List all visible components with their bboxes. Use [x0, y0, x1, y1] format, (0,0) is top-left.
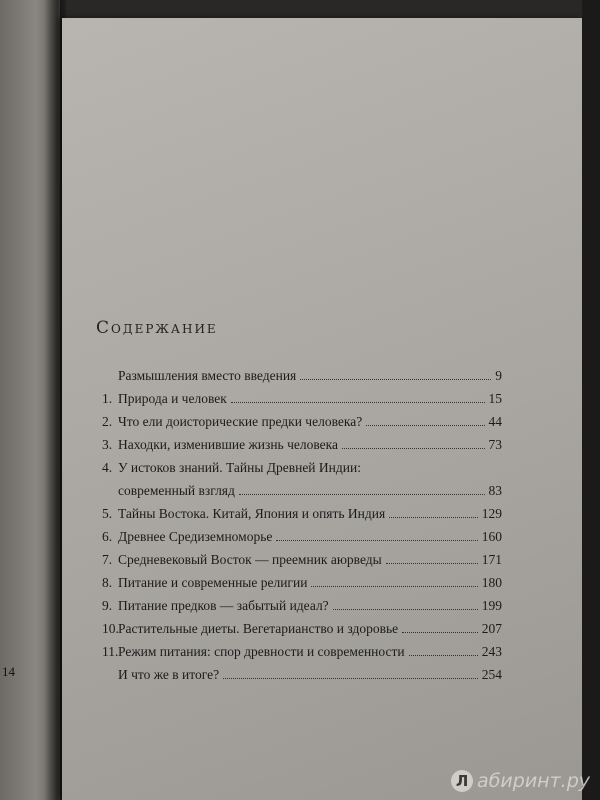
toc-entry-number: 10.: [102, 621, 119, 636]
toc-entry-number: 7.: [102, 552, 113, 567]
toc-entry: [102, 575, 502, 598]
dot-leader: [276, 530, 477, 541]
table-of-contents: [102, 368, 502, 690]
dot-leader: [409, 645, 478, 656]
dot-leader: [389, 507, 478, 518]
toc-entry: [102, 667, 502, 690]
toc-entry: [102, 414, 502, 437]
toc-entry-page: 73: [488, 437, 502, 452]
toc-entry-number: 4.: [102, 460, 113, 475]
toc-entry-page: 171: [481, 552, 502, 567]
toc-entry: [102, 644, 502, 667]
dot-leader: [333, 599, 478, 610]
toc-entry-number: 5.: [102, 506, 113, 521]
labirint-logo-icon: Л: [451, 770, 473, 792]
toc-entry-page: 207: [481, 621, 502, 636]
toc-entry-page: 15: [488, 391, 502, 406]
toc-entry-page: 83: [488, 483, 502, 498]
toc-entry: [102, 529, 502, 552]
toc-entry: [102, 391, 502, 414]
toc-entry-continuation: [102, 483, 502, 506]
toc-entry: [102, 598, 502, 621]
right-edge-shadow: [582, 0, 600, 800]
toc-entry-title: У истоков знаний. Тайны Древней Индии:: [118, 460, 361, 475]
dot-leader: [342, 438, 485, 449]
dot-leader: [239, 484, 485, 495]
toc-entry-number: 2.: [102, 414, 113, 429]
toc-entry-title: Что ели доисторические предки человека?: [118, 414, 363, 429]
toc-entry-title: Тайны Востока. Китай, Япония и опять Индия: [118, 506, 386, 521]
toc-entry-title: Питание предков — забытый идеал?: [118, 598, 329, 613]
toc-entry-page: 243: [481, 644, 502, 659]
toc-entry-number: 9.: [102, 598, 113, 613]
toc-entry-title: Древнее Средиземноморье: [118, 529, 273, 544]
toc-entry-page: 180: [481, 575, 502, 590]
toc-entry-page: 44: [488, 414, 502, 429]
dot-leader: [231, 392, 485, 403]
dot-leader: [300, 369, 491, 380]
toc-entry: [102, 460, 502, 483]
toc-entry: [102, 506, 502, 529]
dot-leader: [386, 553, 478, 564]
toc-entry-page: 129: [481, 506, 502, 521]
toc-entry-page: 9: [495, 368, 502, 383]
book-page: [62, 18, 582, 800]
toc-entry-title: Питание и современные религии: [118, 575, 308, 590]
dot-leader: [223, 668, 478, 679]
toc-entry: [102, 621, 502, 644]
toc-entry-title: Растительные диеты. Вегетарианство и здоровье: [118, 621, 399, 636]
toc-entry-title: Режим питания: спор древности и современности: [118, 644, 405, 659]
toc-entry-page: 160: [481, 529, 502, 544]
toc-entry-number: 11.: [102, 644, 119, 659]
toc-entry-title-continuation: современный взгляд: [118, 483, 235, 498]
toc-entry: [102, 368, 502, 391]
toc-entry-number: 8.: [102, 575, 113, 590]
toc-entry-title: Природа и человек: [118, 391, 227, 406]
watermark: [451, 770, 590, 792]
toc-entry-number: 3.: [102, 437, 113, 452]
toc-entry-title: Размышления вместо введения: [118, 368, 297, 383]
dot-leader: [311, 576, 477, 587]
toc-entry-title: И что же в итоге?: [118, 667, 220, 682]
toc-entry-number: 1.: [102, 391, 113, 406]
toc-entry-page: 254: [481, 667, 502, 682]
toc-heading: Содержание: [96, 318, 218, 338]
toc-entry: [102, 552, 502, 575]
left-page-number: 14: [2, 664, 15, 679]
dot-leader: [366, 415, 484, 426]
toc-entry-number: 6.: [102, 529, 113, 544]
dot-leader: [402, 622, 478, 633]
watermark-text: абиринт.ру: [477, 770, 590, 792]
toc-entry-title: Средневековый Восток — преемник аюрведы: [118, 552, 382, 567]
toc-entry: [102, 437, 502, 460]
toc-entry-title: Находки, изменившие жизнь человека: [118, 437, 338, 452]
toc-entry-page: 199: [481, 598, 502, 613]
